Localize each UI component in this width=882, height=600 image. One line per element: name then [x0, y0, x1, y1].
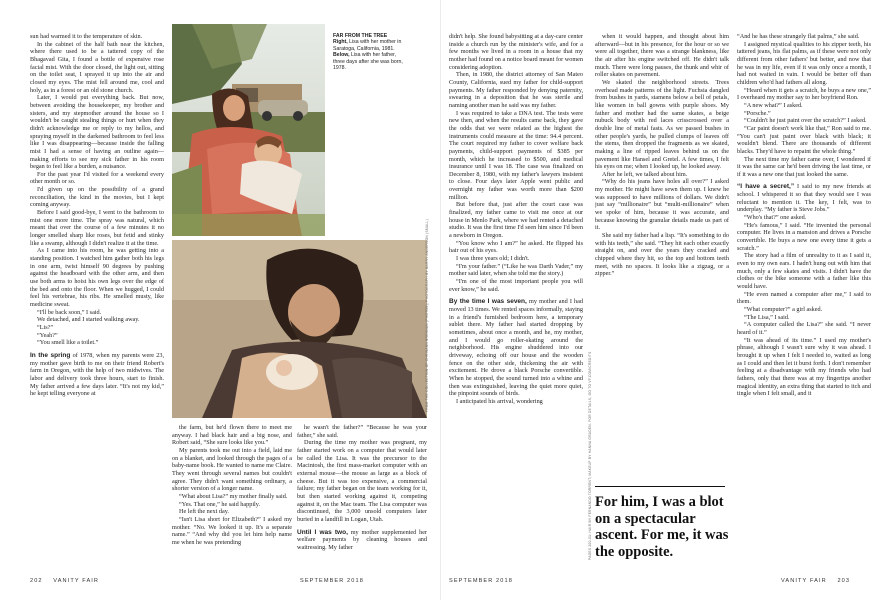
- caption-title: FAR FROM THE TREE: [333, 33, 388, 39]
- paragraph: “Who's that?” one asked.: [744, 214, 807, 222]
- paragraph: “I'll be back soon,” I said.: [37, 308, 102, 316]
- photo-caption: [333, 33, 405, 71]
- photo-father-with-baby: [172, 240, 427, 418]
- paragraph: “Heard when it gets a scratch, he buys a new one,” I overheard my mother say to her boyfriend Ron.: [737, 86, 871, 102]
- paragraph: the farm, but he'd flown there to meet me anyway. I had black hair and a big nose, and Robert said, “She sure looks like you.”: [172, 424, 292, 447]
- right-column-2-text: [595, 33, 729, 278]
- section-lead-in: Until I was two,: [297, 528, 348, 536]
- paragraph: “You smell like a toilet.”: [37, 339, 99, 347]
- left-column-1: [30, 33, 164, 573]
- paragraph: “Yes. That one,” he said happily.: [179, 500, 260, 508]
- paragraph: “He even named a computer after me,” I said to them.: [737, 290, 871, 306]
- right-folio-date: SEPTEMBER 2018: [449, 578, 513, 584]
- paragraph: “A computer called the Lisa?” she said. “I never heard of it.”: [737, 321, 871, 336]
- page-number-left: 202: [30, 578, 43, 584]
- paragraph: “Isn't Lisa short for Elizabeth?” I asked my mother. “No. We looked it up. It's a separate name.” “And why did you let him help name me when he was pretending: [172, 515, 292, 546]
- right-column-1-section: By the time I was seven, my mother and I had moved 13 times. We rented spaces informally, staying in a friend's furnished bedroom here, a temporary sublet there. My father had started dropping by sometimes, about once a month, and he, my mother, and I would go roller-skating around the neighborhood. His engine shuddered into our driveway, echoing off our house and the wooden fence on the other side, thickening the air with excitement. He drove a black Porsche convertible. When he stopped, the sound turned into a whine and then was extinguished, leaving the quiet more quiet, the pinpoint sounds of birds.: [449, 298, 583, 398]
- paragraph: He left the next day.: [179, 508, 229, 516]
- left-column-1-section: In the spring of 1978, when my parents were 23, my mother gave birth to me on their friend Robert's farm in Oregon, with the help of two midwives. The labor and delivery took three hours, start to finish. My father arrived a few days later. “It's not my kid,” he kept telling everyone at: [30, 351, 164, 398]
- paragraph: “He's famous,” I said. “He invented the personal computer. He lives in a mansion and drives a Porsche convertible. He buys a new one every time it gets a scratch.”: [737, 221, 871, 252]
- right-column-1-last: I anticipated his arrival, wondering: [456, 397, 543, 405]
- pull-quote-rule: [595, 486, 725, 487]
- paragraph: “Why do his jeans have holes all over?” I asked my mother. He might have sewn them up. I knew he was supposed to have millions of dollars. We didn't just say “millionaire” but “multi-millionaire” when we spoke of him, because it was accurate, and because knowing the granular details made us part of it.: [595, 178, 729, 232]
- left-column-2-text: [172, 424, 292, 547]
- paragraph: “A new what?” I asked.: [744, 101, 803, 109]
- paragraph: when it would happen, and thought about him afterward—but in his presence, for the hour or so we were all together, there was a strange blankness, like the air after his engine switched off. He didn't talk much. There were long pauses, the thunk and whir of roller skates on pavement.: [595, 33, 729, 79]
- paragraph: he wasn't the father?” “Because he was your father,” she said.: [297, 424, 427, 439]
- section-lead-in: In the spring: [30, 351, 71, 359]
- left-column-3-text: [297, 424, 427, 524]
- right-column-1: [449, 33, 583, 573]
- paragraph: “Porsche.”: [744, 109, 771, 117]
- right-folio: [781, 578, 850, 584]
- paragraph: “Yeah?”: [37, 331, 58, 339]
- paragraph: For the past year I'd visited for a weekend every other month or so.: [30, 170, 164, 186]
- photo-mother-and-child: [172, 24, 325, 236]
- magazine-name-right: VANITY FAIR: [781, 578, 827, 584]
- paragraph: “I'm one of the most important people you will ever know,” he said.: [449, 278, 583, 293]
- paragraph: “You know who I am?” he asked. He flipped his hair out of his eyes.: [449, 239, 583, 255]
- paragraph: I was three years old; I didn't.: [456, 255, 530, 263]
- left-folio-date: SEPTEMBER 2018: [300, 578, 364, 584]
- right-column-3: [737, 33, 871, 573]
- right-column-3-more: [737, 214, 871, 398]
- paragraph: “Couldn't he just paint over the scratch?” I asked.: [744, 117, 867, 125]
- paragraph: sun had warmed it to the temperature of skin.: [30, 33, 143, 40]
- right-page: [441, 0, 882, 600]
- right-column-3-text: [737, 33, 871, 178]
- caption-below: Below, Lisa with her father, three days after she was born, 1978.: [333, 52, 403, 72]
- left-column-2: [172, 424, 292, 574]
- left-folio: [30, 578, 99, 584]
- pull-quote: For him, I was a blot on a spectacular ascent. For me, it was the opposite.: [595, 494, 729, 560]
- paragraph: I was required to take a DNA test. The tests were new then, and when the results came back, they gave the odds that we were related as the highest the instruments could measure at the time: 94.4 percent. The court required my father to cover welfare back payments, child-support payments of $385 per month, which he increased to $500, and medical insurance until I was 18. The case was finalized on December 8, 1980, with my father's lawyers insistent to close. Four days later Apple went public and overnight my father was worth more than $200 million.: [449, 109, 583, 201]
- photo-credit-right: PAGES 200-01: HAIR BY FERNANDO TORRENT; MAKEUP BY HANNA GRADEN. FOR DETAILS, GO TO VF.COM/CREDITS: [588, 351, 592, 560]
- paragraph: But before that, just after the court case was finalized, my father came to visit me once at our house in Menlo Park, where we had rented a detached studio. It was the first time I'd seen him since I'd been a newborn in Oregon.: [449, 201, 583, 240]
- paragraph: “What about Lisa?” my mother finally said.: [179, 492, 288, 500]
- paragraph: “What computer?” a girl asked.: [744, 305, 823, 313]
- paragraph: The story had a film of unreality to it as I said it, even to my own ears. I hadn't hung out with him that much, only a few skates and visits. I didn't have the clothes or the bike someone with a father like this would have.: [737, 252, 871, 290]
- paragraph: Later, I would put everything back. But now, between avoiding the housekeeper, my brother and sisters, and my stepmother around the house so I wouldn't be caught stealing things or hurt when they didn't acknowledge me or reply to my hellos, and spraying myself in the darkened bathroom to feel less like I was disappearing—because inside the falling mist I had a sense of having an outline again—making efforts to see my sick father in his room began to feel like a burden, a nuisance.: [30, 94, 164, 171]
- paragraph: We detached, and I started walking away.: [37, 316, 140, 324]
- left-column-3-section: Until I was two, my mother supplemented her welfare payments by cleaning houses and waitressing. My father: [297, 528, 427, 551]
- paragraph: The next time my father came over, I wondered if it was the same car he'd been driving the last time, or if it was a new one that just looked the same.: [737, 155, 871, 178]
- left-column-3: [297, 424, 427, 574]
- right-column-1-text: [449, 33, 583, 293]
- right-column-3-section: “I have a secret,” I said to my new friends at school. I whispered it so that they would see I was reluctant to mention it. The key, I felt, was to underplay. “My father is Steve Jobs.”: [737, 183, 871, 214]
- paragraph: “And he has these strangely flat palms,” she said.: [737, 33, 860, 40]
- section-lead-in: “I have a secret,”: [737, 183, 795, 191]
- paragraph: In the cabinet of the half bath near the kitchen, where there used to be a tattered copy of the Bhagavad Gita, I found a bottle of expensive rose facial mist. With the door closed, the light out, sitting on the toilet seat, I sprayed it up into the air and closed my eyes. The mist fell around me, cool and holy, as in a forest or an old stone church.: [30, 40, 164, 94]
- paragraph: “Lis?”: [37, 323, 54, 331]
- magazine-name-left: VANITY FAIR: [53, 578, 100, 584]
- paragraph: Then, in 1980, the district attorney of San Mateo County, California, sued my father for child-support payments. My father responded by denying paternity, swearing in a deposition that he was sterile and naming another man he said was my father.: [449, 71, 583, 109]
- paragraph: During the time my mother was pregnant, my father started work on a computer that would later be called the Lisa. It was the precursor to the Macintosh, the first mass-market computer with an external mouse—the mouse as large as a block of cheese. But it was too expensive, a commercial failure; my father began on the team working for it, but then started working against it, competing against it, on the Mac team. The Lisa computer was discontinued, the 3,000 unsold computers later buried in a landfill in Logan, Utah.: [297, 439, 427, 523]
- paragraph: After he left, we talked about him.: [602, 170, 688, 178]
- paragraph: I assigned mystical qualities to his zipper teeth, his tattered jeans, his flat palms, as if these were not only different from other fathers' but better, and now that he was in my life, even if it was only once a month, I had not waited in vain. I would be better off than children who'd had fathers all along.: [737, 40, 871, 86]
- right-column-2: [595, 33, 729, 403]
- section-lead-in: By the time I was seven,: [449, 298, 527, 306]
- paragraph: Before I said good-bye, I went to the bathroom to mist one more time. The spray was natural, which meant that over the course of a few minutes it no longer smelled sharp like roses, but fetid and stinky like a swamp, although I didn't realize it at the time.: [30, 209, 164, 247]
- paragraph: didn't help. She found babysitting at a day-care center inside a church run by the minister's wife, and for a few months we lived in a room in a house that my mother had found on a notice board meant for women considering adoption.: [449, 33, 583, 71]
- paragraph: “I'm your father.” (“Like he was Darth Vader,” my mother said later, when she told me the story.): [449, 262, 583, 278]
- paragraph: “Car paint doesn't work like that,” Ron said to me. “You can't just paint over black with black; it wouldn't blend. There are thousands of different blacks. They'd have to repaint the whole thing.”: [737, 124, 871, 155]
- photo-father-with-baby-image: [172, 240, 427, 418]
- paragraph: I'd given up on the possibility of a grand reconciliation, the kind in the movies, but I kept coming anyway.: [30, 186, 164, 209]
- photo-credit: FROM THE COLLECTION OF CHRISANN BRENNAN (PHOTOS); PHOTOGRAPH BY BARRY ANDERSON (SMALL): [425, 219, 429, 412]
- caption-right: Right, Lisa with her mother in Saratoga, California, 1981.: [333, 39, 402, 52]
- paragraph: “The Lisa,” I said.: [744, 313, 790, 321]
- photo-mother-and-child-image: [172, 24, 325, 236]
- paragraph: “It was ahead of its time.” I used my mother's phrase, although I wasn't sure why it was ahead. I brought it up when I felt I needed to, waited as long as I could and then let it burst forth. I don't remember feeling at a disadvantage with my friends who had fathers, only that there was at my fingertips another magical identity, an extra thing that started to itch and tingle when I felt small, and it: [737, 336, 871, 398]
- paragraph: As I came into his room, he was getting into a standing position. I watched him gather both his legs in one arm, twist himself 90 degrees by pushing against the headboard with the other arm, and then use both arms to hoist his own legs over the edge of the bed and onto the floor. When we hugged, I could feel his vertebrae, his ribs. He smelled musty, like medicine sweat.: [30, 247, 164, 308]
- left-column-1-text: [30, 33, 164, 347]
- paragraph: She said my father had a lisp. “It's something to do with his teeth,” she said. “They hit each other exactly straight on, and over the years they cracked and chipped where they hit, so the top and bottom teeth meet, with no spaces. It looks like a zigzag, or a zipper.”: [595, 232, 729, 278]
- page-number-right: 203: [837, 578, 851, 584]
- paragraph: We skated the neighborhood streets. Trees overhead made patterns of the light. Fuchsia dangled from bushes in yards, stamens below a bell of petals, like women in ball gowns with purple shoes. My father and mother had the same skates, a beige nubuck body with red laces crisscrossed over a double line of metal fasts. As we passed bushes in other people's yards, he pulled clumps of leaves off the stems, then dropped the fragments as we skated, making a line of ripped leaves behind us on the pavement like Hansel and Gretel. A few times, I felt his eyes on me; when I looked up, he looked away.: [595, 78, 729, 171]
- paragraph: My parents took me out into a field, laid me on a blanket, and looked through the pages of a baby-name book. He wanted to name me Claire. They went through several names but couldn't agree. They didn't want something ordinary, a shorter version of a longer name.: [172, 446, 292, 493]
